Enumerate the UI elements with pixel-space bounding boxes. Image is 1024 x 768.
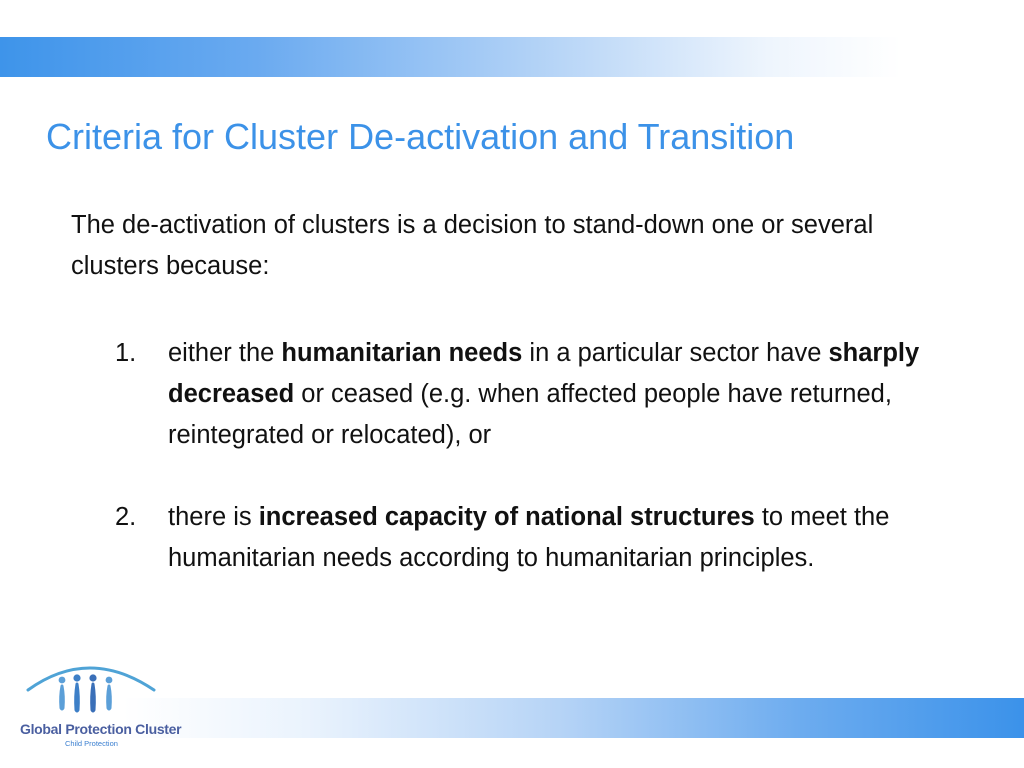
list-item-text: either the xyxy=(168,339,282,367)
list-item-emphasis: increased capacity of national structures xyxy=(258,503,755,531)
global-protection-cluster-logo xyxy=(14,660,182,752)
slide-title: Criteria for Cluster De-activation and Transition xyxy=(46,116,795,157)
list-item-text: or ceased (e.g. when affected people have returned, reintegrated or relocated), or xyxy=(168,380,892,449)
people-figures-arc-icon xyxy=(14,660,164,722)
list-item-emphasis: sharply decreased xyxy=(168,339,920,408)
list-item xyxy=(115,333,935,456)
logo-subtitle: Child Protection xyxy=(65,739,118,748)
logo-title: Global Protection Cluster xyxy=(20,721,182,737)
list-item-emphasis: humanitarian needs xyxy=(281,339,523,367)
criteria-list xyxy=(115,333,935,579)
list-item-text: to meet the humanitarian needs according to humanitarian principles. xyxy=(168,503,890,572)
list-item-text: there is xyxy=(168,503,259,531)
list-item xyxy=(115,497,935,579)
list-item-number: 1. xyxy=(115,339,137,367)
intro-paragraph: The de-activation of clusters is a decision to stand-down one or several clusters because: xyxy=(71,211,874,280)
list-item-text: in a particular sector have xyxy=(522,339,829,367)
list-item-number: 2. xyxy=(115,503,137,531)
top-gradient-band xyxy=(0,37,1024,77)
